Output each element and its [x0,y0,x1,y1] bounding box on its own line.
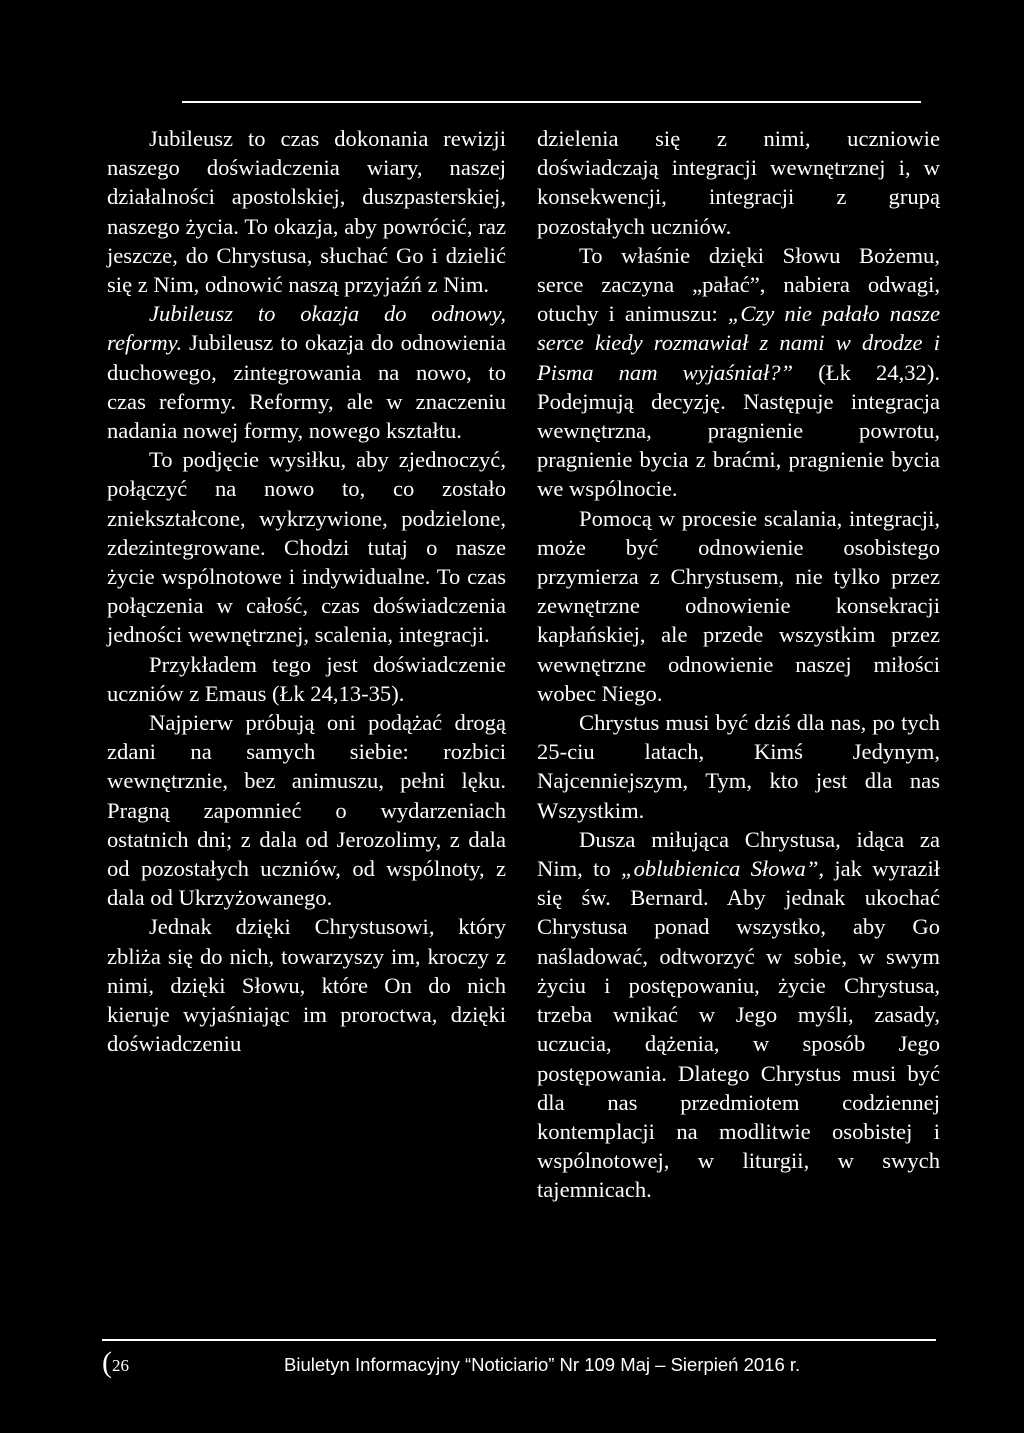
publication-title: Biuletyn Informacyjny “Noticiario” Nr 109 Maj – Sierpień 2016 r. [284,1354,801,1375]
paragraph-text: , jak wyraził się św. Bernard. Aby jednak ukochać Chrystusa ponad wszystko, aby Go naśladować, odtworzyć w sobie, w swym życiu i postępowaniu, życie Chrystusa, trzeba wnikać w Jego myśli, zasady, uczucia, dążenia, w sposób Jego postępowania. Dlatego Chrystus musi być dla nas przedmiotem codziennej kontemplacji na modlitwie osobistej i wspólnotowej, w liturgii, w swych tajemnicach. [537,856,941,1203]
paragraph: Przykładem tego jest doświadczenie uczniów z Emaus (Łk 24,13-35). [107,651,506,706]
paragraph-text: Dusza miłująca Chrystusa, idąca za Nim, to [537,826,940,882]
emphasis-text: Jubileusz to okazja do odnowy, reformy. [107,301,506,356]
quotation: „oblubienica Słowa” [621,856,819,882]
bottom-divider [102,1339,936,1341]
paragraph-text: (Łk 24,32). Podejmują decyzję. Następuje integracja wewnętrzna, pragnienie powrotu, pragnienie bycia z braćmi, pragnienie bycia we wspólnocie. [537,359,940,502]
page-number: 26 [112,1356,129,1375]
paragraph: dzielenia się z nimi, uczniowie doświadczają integracji wewnętrznej i, w konsekwencji, integracji z grupą pozostałych uczniów. [537,126,940,239]
paragraph: Chrystus musi być dziś dla nas, po tych 25-ciu latach, Kimś Jedynym, Najcenniejszym, Tym, kto jest dla nas Wszystkim. [537,710,940,823]
page-number-bracket: ( [102,1346,112,1379]
paragraph [107,299,506,445]
quotation: „Czy nie pałało nasze serce kiedy rozmawiał z nami w drodze i Pisma nam wyjaśniał?” [537,301,940,385]
paragraph [537,241,940,504]
paragraph: Jednak dzięki Chrystusowi, który zbliża się do nich, towarzyszy im, kroczy z nimi, dzięki Słowu, które On do nich kieruje wyjaśniając im proroctwa, dzięki doświadczeniu [107,914,506,1057]
paragraph: Jubileusz to czas dokonania rewizji naszego doświadczenia wiary, naszej działalności apostolskiej, duszpasterskiej, naszego życia. To okazja, aby powrócić, raz jeszcze, do Chrystusa, słuchać Go i dzielić się z Nim, odnowić naszą przyjaźń z Nim. [107,126,506,298]
paragraph: Najpierw próbują oni podążać drogą zdani na samych siebie: rozbici wewnętrznie, bez animuszu, pełni lęku. Pragną zapomnieć o wydarzeniach ostatnich dni; z dala od Jerozolimy, z dala od pozostałych uczniów, od wspólnoty, z dala od Ukrzyżowanego. [107,710,506,911]
left-column [107,124,506,1059]
paragraph [537,825,940,1205]
top-divider [182,101,921,103]
paragraph-text: Jubileusz to okazja do odnowienia duchowego, zintegrowania na nowo, to czas reformy. Reformy, ale w znaczeniu nadania nowej formy, nowego kształtu. [107,330,506,444]
right-column [537,124,940,1205]
paragraph-text: To właśnie dzięki Słowu Bożemu, serce zaczyna „pałać”, nabiera odwagi, otuchy i animuszu: [537,242,940,327]
paragraph: To podjęcie wysiłku, aby zjednoczyć, połączyć na nowo to, co zostało zniekształcone, wykrzywione, podzielone, zdezintegrowane. Chodzi tutaj o nasze życie wspólnotowe i indywidualne. To czas połączenia w całość, czas doświadczenia jedności wewnętrznej, scalenia, integracji. [107,447,506,648]
paragraph: Pomocą w procesie scalania, integracji, może być odnowienie osobistego przymierza z Chrystusem, nie tylko przez zewnętrzne odnowienie konsekracji kapłańskiej, ale przede wszystkim przez wewnętrzne odnowienie naszej miłości wobec Niego. [537,505,940,706]
page-footer [102,1346,936,1380]
